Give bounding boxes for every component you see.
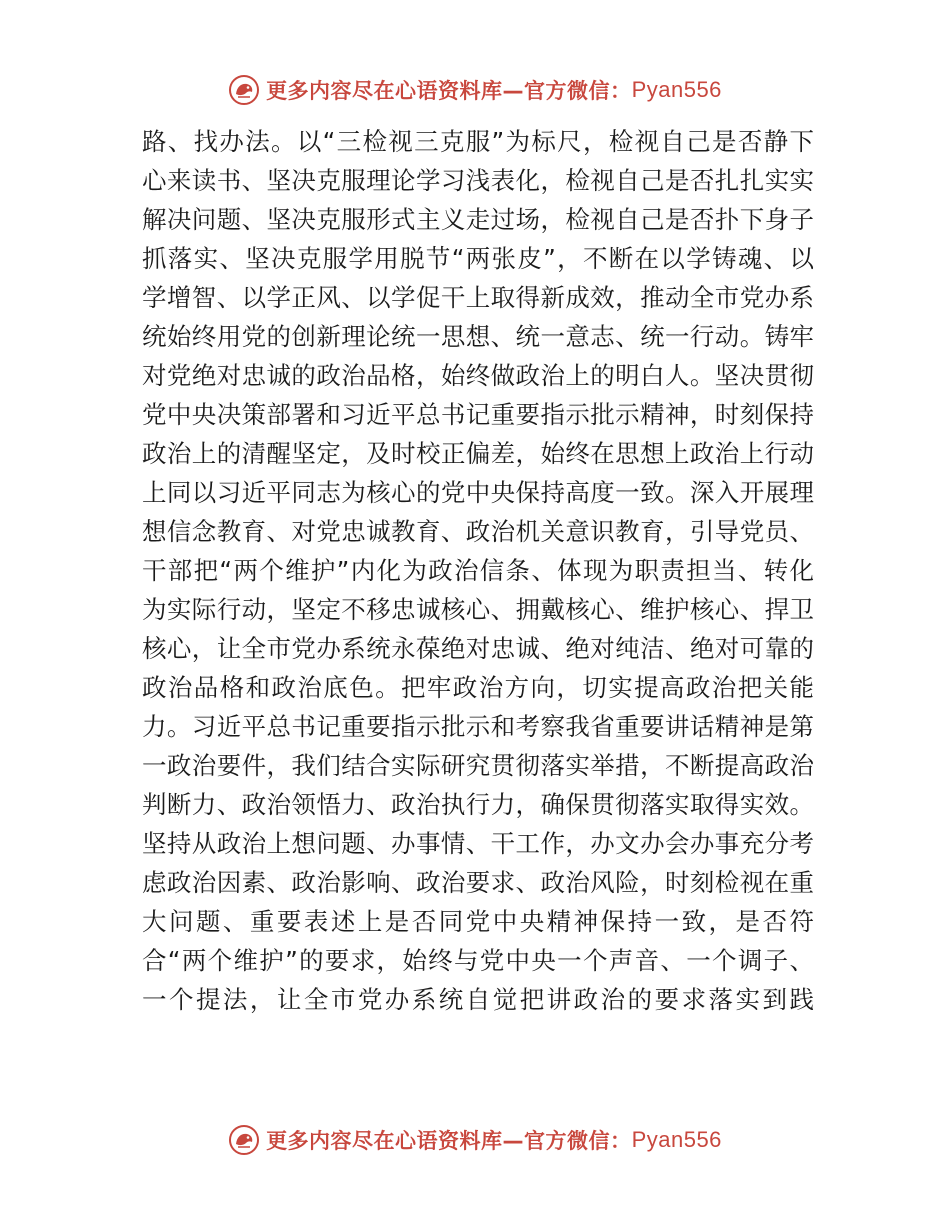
text-line: 想信念教育、对党忠诚教育、政治机关意识教育，引导党员、 [142, 517, 814, 546]
text-line: 解决问题、坚决克服形式主义走过场，检视自己是否扑下身子 [142, 205, 814, 234]
watermark-text: 更多内容尽在心语资料库—官方微信： [266, 79, 632, 103]
footer-watermark [0, 1120, 950, 1160]
document-body [142, 122, 814, 1019]
dog-seal-logo-icon [228, 74, 260, 106]
text-line: 坚持从政治上想问题、办事情、干工作，办文办会办事充分考 [142, 829, 814, 858]
text-line: 学增智、以学正风、以学促干上取得新成效，推动全市党办系 [142, 283, 814, 312]
watermark-wechat-id: Pyan556 [631, 1127, 722, 1152]
text-line: 为实际行动，坚定不移忠诚核心、拥戴核心、维护核心、捍卫 [142, 595, 814, 624]
text-line: 一个提法，让全市党办系统自觉把讲政治的要求落实到践 [142, 985, 814, 1014]
text-line: 对党绝对忠诚的政治品格，始终做政治上的明白人。坚决贯彻 [142, 361, 814, 390]
text-line: 路、找办法。以“三检视三克服”为标尺，检视自己是否静下 [142, 127, 814, 156]
text-line: 抓落实、坚决克服学用脱节“两张皮”，不断在以学铸魂、以 [142, 244, 814, 273]
header-watermark [0, 70, 950, 110]
text-line: 判断力、政治领悟力、政治执行力，确保贯彻落实取得实效。 [142, 790, 814, 819]
text-line: 政治品格和政治底色。把牢政治方向，切实提高政治把关能 [142, 673, 814, 702]
text-line: 合“两个维护”的要求，始终与党中央一个声音、一个调子、 [142, 946, 814, 975]
text-line: 力。习近平总书记重要指示批示和考察我省重要讲话精神是第 [142, 712, 814, 741]
text-line: 干部把“两个维护”内化为政治信条、体现为职责担当、转化 [142, 556, 814, 585]
text-line: 虑政治因素、政治影响、政治要求、政治风险，时刻检视在重 [142, 868, 814, 897]
text-line: 核心，让全市党办系统永葆绝对忠诚、绝对纯洁、绝对可靠的 [142, 634, 814, 663]
text-line: 统始终用党的创新理论统一思想、统一意志、统一行动。铸牢 [142, 322, 814, 351]
watermark-wechat-id: Pyan556 [631, 77, 722, 102]
text-line: 党中央决策部署和习近平总书记重要指示批示精神，时刻保持 [142, 400, 814, 429]
dog-seal-logo-icon [228, 1124, 260, 1156]
watermark-text: 更多内容尽在心语资料库—官方微信： [266, 1129, 632, 1153]
text-line: 心来读书、坚决克服理论学习浅表化，检视自己是否扎扎实实 [142, 166, 814, 195]
text-line: 大问题、重要表述上是否同党中央精神保持一致，是否符 [142, 907, 814, 936]
text-line: 政治上的清醒坚定，及时校正偏差，始终在思想上政治上行动 [142, 439, 814, 468]
text-line: 一政治要件，我们结合实际研究贯彻落实举措，不断提高政治 [142, 751, 814, 780]
text-line: 上同以习近平同志为核心的党中央保持高度一致。深入开展理 [142, 478, 814, 507]
